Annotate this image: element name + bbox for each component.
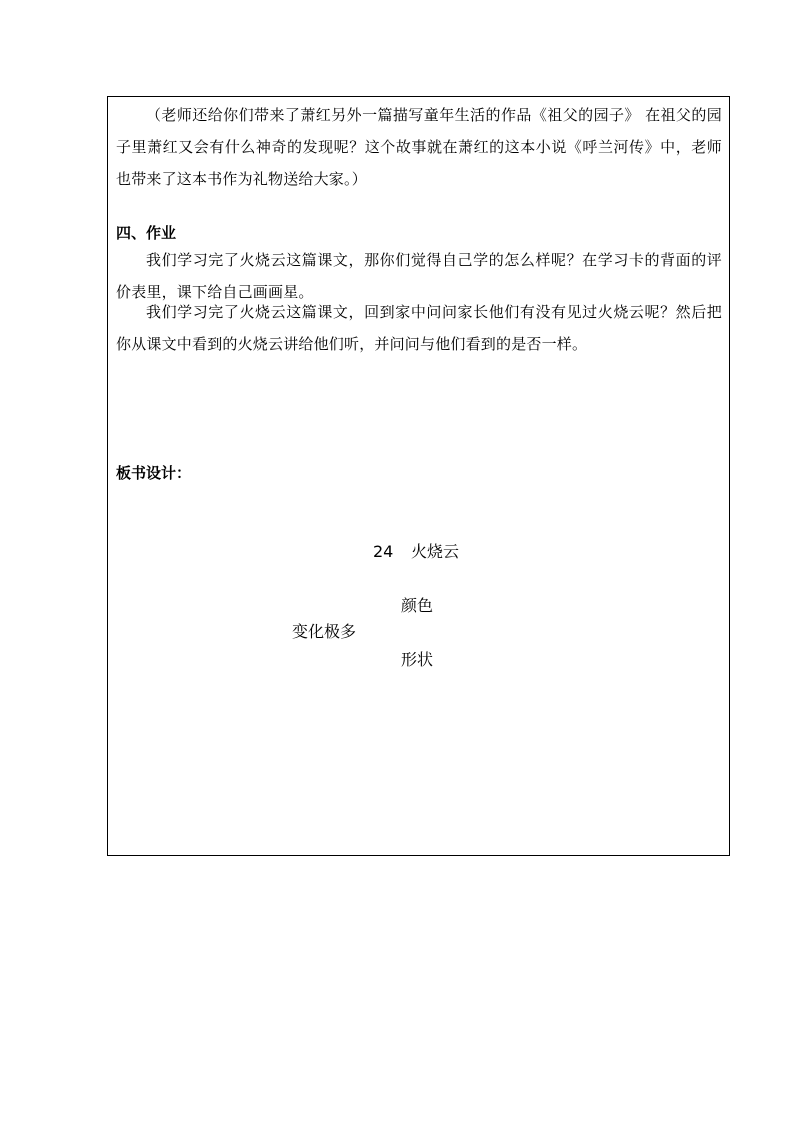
homework-item: 我们学习完了火烧云这篇课文，那你们觉得自己学的怎么样呢？在学习卡的背面的评价表里，课下给自己画画星。 — [116, 251, 722, 301]
homework-heading: 四、作业 — [116, 224, 177, 242]
intro-paragraph: （老师还给你们带来了萧红另外一篇描写童年生活的作品《祖父的园子》 在祖父的园子里萧红又会有什么神奇的发现呢？这个故事就在萧红的这本小说《呼兰河传》中，老师也带来了这本书作为礼物送给大家。） — [116, 106, 722, 188]
homework-item: 我们学习完了火烧云这篇课文，回到家中问问家长他们有没有见过火烧云呢？然后把你从课文中看到的火烧云讲给他们听，并问问与他们看到的是否一样。 — [116, 303, 722, 353]
lesson-plan-cell — [107, 96, 730, 856]
board-branch-color: 颜色 — [401, 596, 434, 615]
lesson-number: 24 — [373, 542, 394, 561]
board-branch-shape: 形状 — [401, 650, 434, 669]
lesson-title: 火烧云 — [411, 542, 460, 561]
board-design-heading: 板书设计： — [116, 464, 192, 482]
board-main-point: 变化极多 — [292, 622, 357, 641]
